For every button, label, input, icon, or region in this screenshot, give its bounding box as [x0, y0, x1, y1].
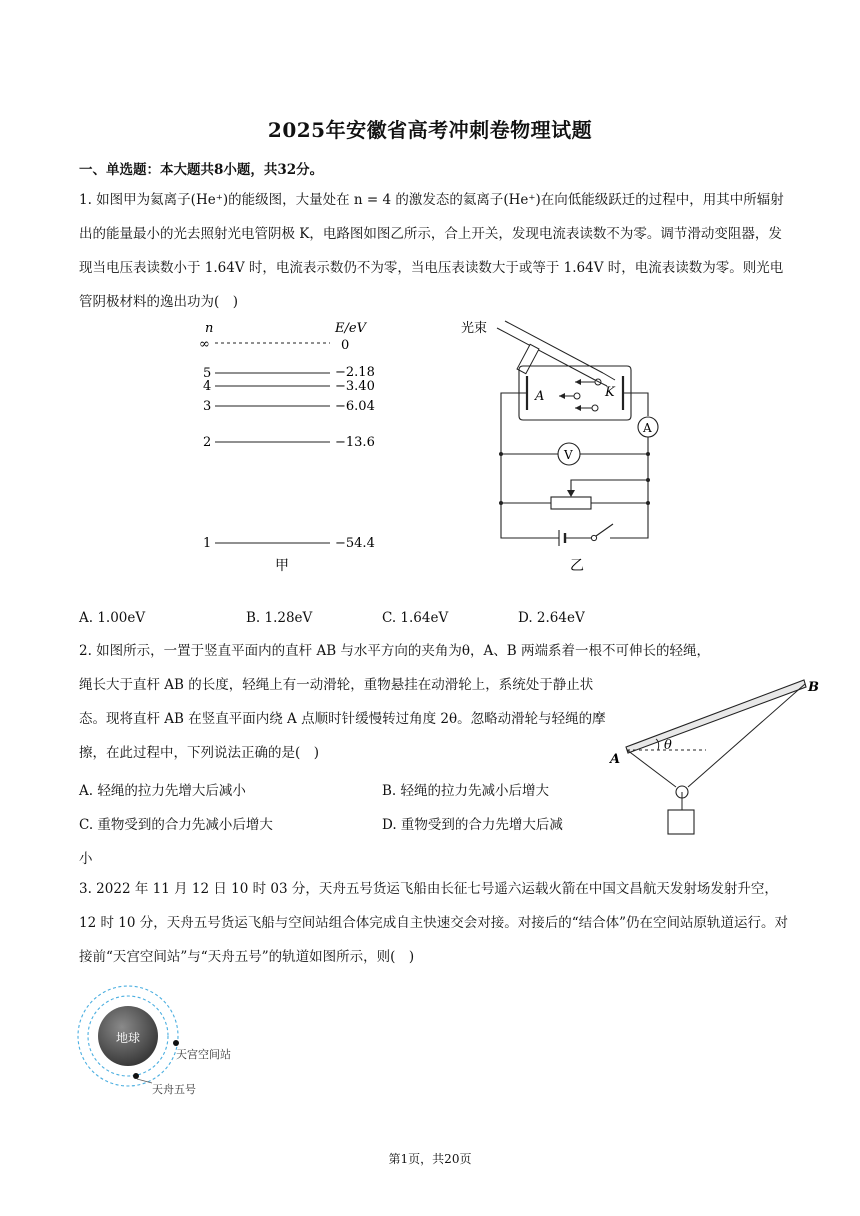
- level-n-label: 1: [203, 536, 212, 551]
- cathode-label: K: [605, 385, 615, 400]
- level-n-label: 4: [203, 379, 212, 394]
- level-energy-label: −13.6: [335, 435, 375, 450]
- circuit-wire: [501, 393, 559, 538]
- option-a: A. 轻绳的拉力先增大后减小: [79, 783, 246, 799]
- option-d: D. 重物受到的合力先增大后减: [382, 817, 563, 833]
- n-axis-label: n: [205, 321, 214, 336]
- question-3-text: 3. 2022 年 11 月 12 日 10 时 03 分，天舟五号货运飞船由长征七号遥六运载火箭在中国文昌航天发射场发射升空，12 时 10 分，天舟五号货运飞船与空间站组合体完成自主快速交会对接。对接后的“结合体”仍在空间站原轨道运行。对接前“天宫空间站”与“天舟五号”的轨道如图所示，则( ): [79, 881, 789, 965]
- window-icon: [517, 344, 539, 373]
- option-c: C. 1.64eV: [382, 610, 449, 626]
- energy-axis-label: E/eV: [335, 321, 366, 336]
- point-a-label: A: [610, 752, 621, 767]
- photoelectric-circuit-diagram: [455, 316, 685, 582]
- light-beam-label: 光束: [461, 321, 488, 336]
- energy-level-diagram: [195, 318, 395, 580]
- option-d-continued: 小: [79, 851, 93, 867]
- figure-caption-jia: 甲: [275, 558, 289, 574]
- option-b: B. 1.28eV: [246, 610, 313, 626]
- anode-label: A: [535, 389, 545, 404]
- level-energy-label: −54.4: [335, 536, 375, 551]
- level-energy-label: −3.40: [335, 379, 375, 394]
- rod-ab: [626, 680, 806, 753]
- orbit-diagram: [72, 985, 262, 1105]
- station-label: 天宫空间站: [176, 1048, 231, 1061]
- ship-marker: [133, 1073, 139, 1079]
- voltmeter-label: V: [564, 448, 573, 462]
- option-a: A. 1.00eV: [79, 610, 146, 626]
- light-beam-ray: [497, 328, 595, 380]
- option-c: C. 重物受到的合力先减小后增大: [79, 817, 273, 833]
- level-n-label: 2: [203, 435, 212, 450]
- rheostat-icon: [551, 497, 591, 509]
- level-energy-label: −6.04: [335, 399, 375, 414]
- ammeter-label: A: [643, 421, 652, 435]
- page-footer: 第1页，共20页: [388, 1152, 472, 1166]
- station-marker: [173, 1040, 179, 1046]
- electron-icon: [592, 405, 598, 411]
- electron-icon: [574, 393, 580, 399]
- ship-label: 天舟五号: [152, 1083, 196, 1096]
- weight-block: [668, 810, 694, 834]
- rod-pulley-diagram: [606, 670, 826, 842]
- section-heading: 一、单选题：本大题共8小题，共32分。: [79, 162, 324, 178]
- option-d: D. 2.64eV: [518, 610, 585, 626]
- option-b: B. 轻绳的拉力先减小后增大: [382, 783, 550, 799]
- level-energy-label: −2.18: [335, 365, 375, 380]
- question-2-text-continued: 绳长大于直杆 AB 的长度，轻绳上有一动滑轮，重物悬挂在动滑轮上，系统处于静止状态。现将直杆 AB 在竖直平面内绕 A 点顺时针缓慢转过角度 2θ。忽略动滑轮与轻绳的摩擦，在此过程中，下列说法正确的是( ): [79, 677, 606, 761]
- page-title: 2025年安徽省高考冲刺卷物理试题: [267, 118, 593, 142]
- level-n-label: 5: [203, 366, 212, 381]
- level-n-label: 3: [203, 399, 212, 414]
- level-energy-label: 0: [341, 338, 350, 353]
- earth-label: 地球: [116, 1031, 141, 1045]
- point-b-label: B: [808, 680, 819, 695]
- figure-caption-yi: 乙: [570, 558, 584, 574]
- theta-label: θ: [664, 738, 672, 753]
- switch-icon: [591, 535, 596, 540]
- circuit-wire: [623, 393, 648, 416]
- question-2-text: 2. 如图所示，一置于竖直平面内的直杆 AB 与水平方向的夹角为θ，A、B 两端系着一根不可伸长的轻绳，: [79, 643, 711, 659]
- rheostat-slider: [571, 480, 648, 494]
- circuit-wire: [610, 437, 648, 538]
- level-n-label: ∞: [199, 337, 210, 352]
- question-1-text: 1. 如图甲为氦离子(He⁺)的能级图，大量处在 n = 4 的激发态的氦离子(He⁺)在向低能级跃迁的过程中，用其中所辐射出的能量最小的光去照射光电管阴极 K，电路图如图乙所示，合上开关，发现电流表读数不为零。调节滑动变阻器，发现当电压表读数小于 1.64V 时，电流表示数仍不为零，当电压表读数大于或等于 1.64V 时，电流表读数为零。则光电管阴极材料的逸出功为( ): [79, 192, 784, 310]
